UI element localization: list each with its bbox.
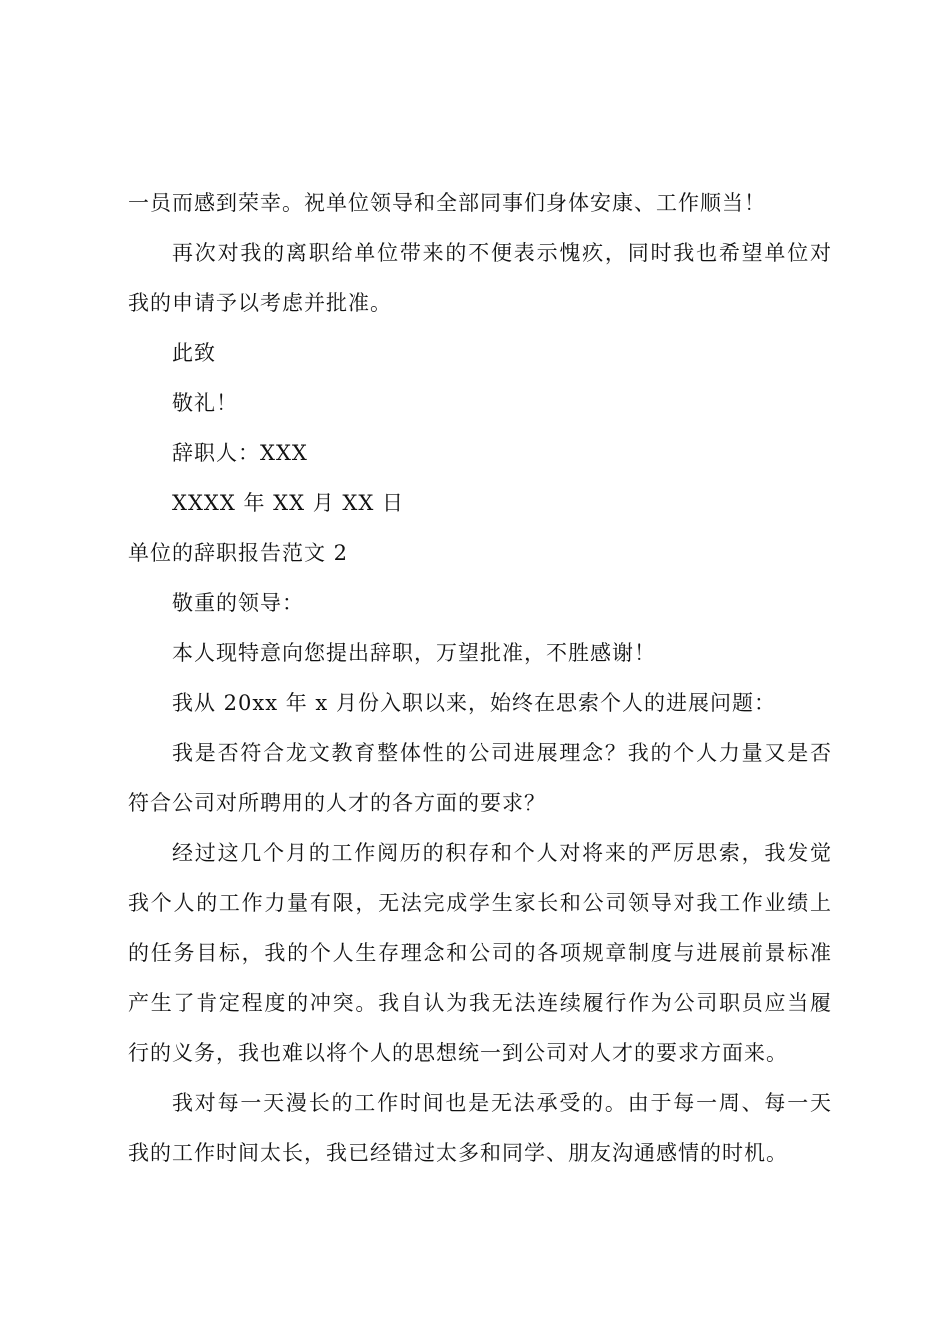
text-line: 符合公司对所聘用的人才的各方面的要求？ (128, 791, 546, 815)
text-line: 再次对我的离职给单位带来的不便表示愧疚，同时我也希望单位对 (172, 241, 832, 265)
section-heading: 单位的辞职报告范文 2 (128, 541, 349, 565)
salutation-line: 敬礼！ (172, 391, 238, 415)
date-line: XXXX 年 XX 月 XX 日 (172, 491, 404, 515)
text-line: 我对每一天漫长的工作时间也是无法承受的。由于每一周、每一天 (172, 1091, 832, 1115)
text-line: 我个人的工作力量有限，无法完成学生家长和公司领导对我工作业绩上 (128, 891, 832, 915)
text-line: 我的申请予以考虑并批准。 (128, 291, 392, 315)
text-line: 产生了肯定程度的冲突。我自认为我无法连续履行作为公司职员应当履 (128, 991, 832, 1015)
greeting-line: 敬重的领导： (172, 591, 304, 615)
text-line: 经过这几个月的工作阅历的积存和个人对将来的严厉思索，我发觉 (172, 841, 832, 865)
text-line: 一员而感到荣幸。祝单位领导和全部同事们身体安康、工作顺当！ (128, 191, 766, 215)
document-body (128, 178, 832, 1178)
text-line: 我是否符合龙文教育整体性的公司进展理念？我的个人力量又是否 (172, 741, 832, 765)
text-line: 我从 20xx 年 x 月份入职以来，始终在思索个人的进展问题： (172, 691, 776, 715)
text-line: 本人现特意向您提出辞职，万望批准，不胜感谢！ (172, 641, 656, 665)
salutation-line: 此致 (172, 341, 216, 365)
signature-line: 辞职人：XXX (172, 441, 308, 465)
text-line: 我的工作时间太长，我已经错过太多和同学、朋友沟通感情的时机。 (128, 1141, 788, 1165)
text-line: 的任务目标，我的个人生存理念和公司的各项规章制度与进展前景标准 (128, 941, 832, 965)
text-line: 行的义务，我也难以将个人的思想统一到公司对人才的要求方面来。 (128, 1041, 788, 1065)
